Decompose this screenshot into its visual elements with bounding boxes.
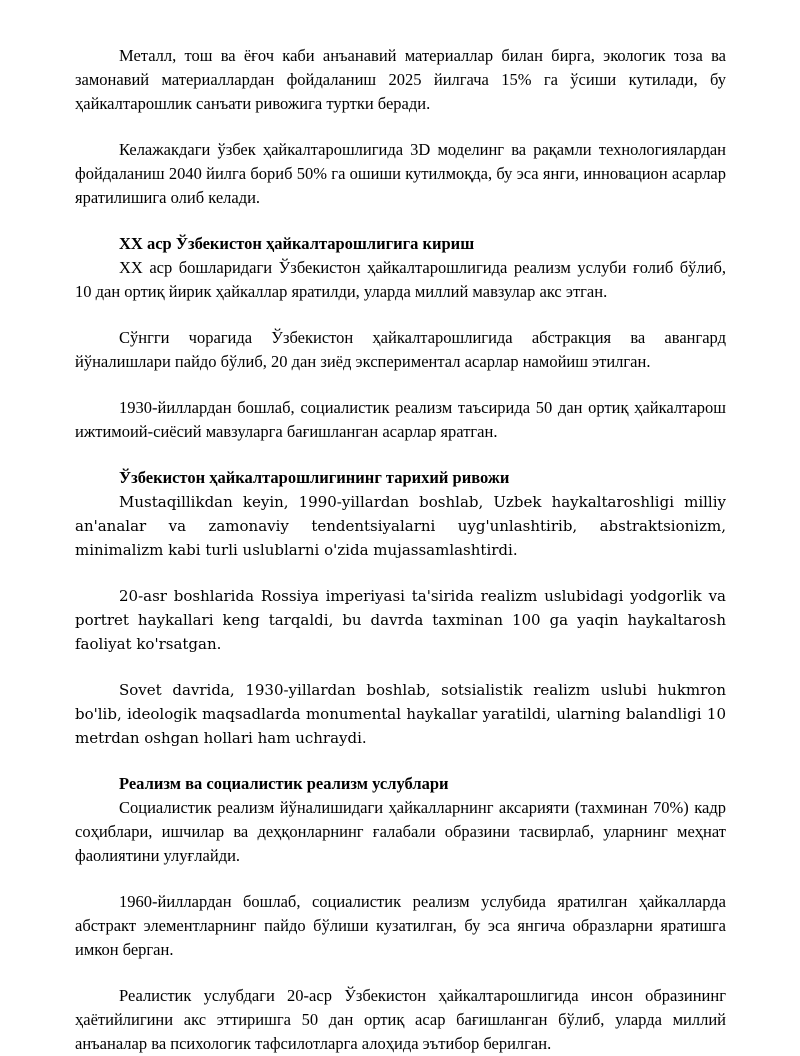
paragraph: Sovet davrida, 1930-yillardan boshlab, sotsialistik realizm uslubi hukmron bo'lib, ideologik maqsadlarda monumental haykallar yaratildi, ularning balandligi 10 metrdan oshgan hollari ham uchraydi. [75,681,726,747]
paragraph: 1930-йиллардан бошлаб, социалистик реализм таъсирида 50 дан ортиқ ҳайкалтарош ижтимоий-сиёсий мавзуларга бағишланган асарлар яратган. [75,398,726,441]
paragraph: 1960-йиллардан бошлаб, социалистик реализм услубида яратилган ҳайкалларда абстракт элементларнинг пайдо бўлиши кузатилган, бу эса янгича образларни яратишга имкон берган. [75,892,726,959]
document-page [75,0,726,1056]
paragraph: Социалистик реализм йўналишидаги ҳайкалларнинг аксарияти (тахминан 70%) кадр соҳиблари, ишчилар ва деҳқонларнинг ғалабали образини тасвирлаб, уларнинг меҳнат фаолиятини улуғлайди. [75,798,726,865]
paragraph: 20-asr boshlarida Rossiya imperiyasi ta'sirida realizm uslubidagi yodgorlik va portret haykallari keng tarqaldi, bu davrda taxminan 100 ga yaqin haykaltarosh faoliyat ko'rsatgan. [75,587,726,653]
paragraph: XX аср бошларидаги Ўзбекистон ҳайкалтарошлигида реализм услуби ғолиб бўлиб, 10 дан ортиқ йирик ҳайкаллар яратилди, уларда миллий мавзулар акс этган. [75,258,726,301]
paragraph: Реалистик услубдаги 20-аср Ўзбекистон ҳайкалтарошлигида инсон образининг ҳаётийлигини акс эттиришга 50 дан ортиқ асар бағишланган бўлиб, уларда миллий анъаналар ва психологик тафсилотларга алоҳида эътибор берилган. [75,986,726,1053]
paragraph: Mustaqillikdan keyin, 1990-yillardan boshlab, Uzbek haykaltaroshligi milliy an'analar va zamonaviy tendentsiyalarni uyg'unlashtirib, abstraktsionizm, minimalizm kabi turli uslublarni o'zida mujassamlashtirdi. [75,493,726,559]
section-heading: Реализм ва социалистик реализм услублари [119,774,449,793]
section-heading: Ўзбекистон ҳайкалтарошлигининг тарихий ривожи [119,468,510,487]
paragraph: Келажакдаги ўзбек ҳайкалтарошлигида 3D моделинг ва рақамли технологиялардан фойдаланиш 2040 йилга бориб 50% га ошиши кутилмоқда, бу эса янги, инновацион асарлар яратилишига олиб келади. [75,140,726,207]
section-heading: XX аср Ўзбекистон ҳайкалтарошлигига кириш [119,234,475,253]
paragraph: Металл, тош ва ёғоч каби анъанавий материаллар билан бирга, экологик тоза ва замонавий материаллардан фойдаланиш 2025 йилгача 15% га ўсиши кутилади, бу ҳайкалтарошлик санъати ривожига туртки беради. [75,46,726,113]
paragraph: Сўнгги чорагида Ўзбекистон ҳайкалтарошлигида абстракция ва авангард йўналишлари пайдо бўлиб, 20 дан зиёд экспериментал асарлар намойиш этилган. [75,328,726,371]
